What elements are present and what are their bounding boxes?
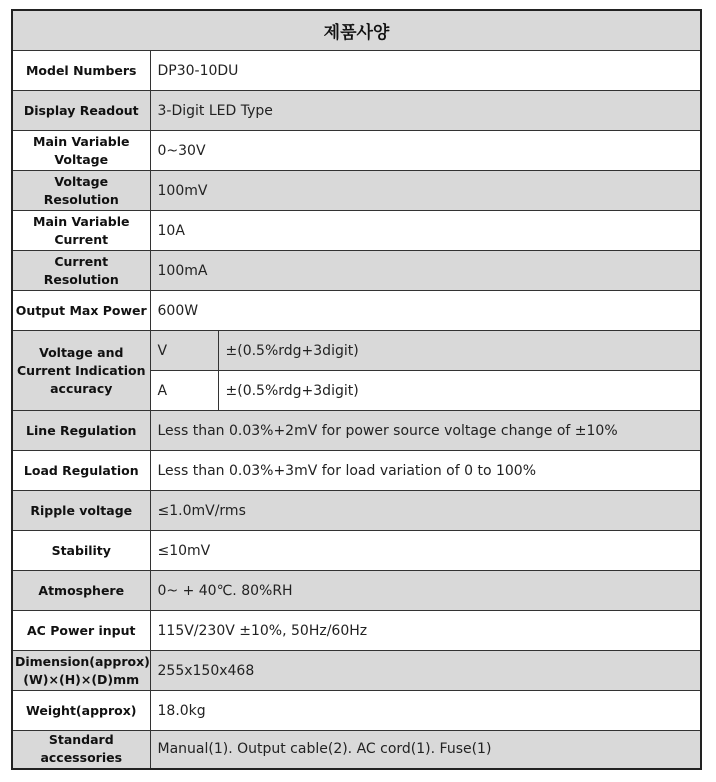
row-label: Voltage and Current Indication accuracy <box>12 331 150 411</box>
spec-table <box>11 9 702 770</box>
row-value: 0~30V <box>150 131 701 171</box>
row-value: 100mA <box>150 251 701 291</box>
row-value: 0~ + 40℃. 80%RH <box>150 571 701 611</box>
row-label: Atmosphere <box>12 571 150 611</box>
row-value: 10A <box>150 211 701 251</box>
row-label: Main Variable Voltage <box>12 131 150 171</box>
row-label: AC Power input <box>12 611 150 651</box>
row-label: Voltage Resolution <box>12 171 150 211</box>
table-title: 제품사양 <box>12 10 701 51</box>
row-value: Less than 0.03%+3mV for load variation of 0 to 100% <box>150 451 701 491</box>
sub-value: ±(0.5%rdg+3digit) <box>218 331 701 371</box>
row-label: Output Max Power <box>12 291 150 331</box>
row-value: Manual(1). Output cable(2). AC cord(1). Fuse(1) <box>150 731 701 769</box>
row-label: Standard accessories <box>12 731 150 769</box>
row-label: Line Regulation <box>12 411 150 451</box>
spec-table-container <box>11 9 702 770</box>
row-value: 100mV <box>150 171 701 211</box>
row-label: Stability <box>12 531 150 571</box>
row-label: Current Resolution <box>12 251 150 291</box>
row-value: ≤10mV <box>150 531 701 571</box>
row-value: 18.0kg <box>150 691 701 731</box>
row-label: Dimension(approx) (W)×(H)×(D)mm <box>12 651 150 691</box>
row-value: 3-Digit LED Type <box>150 91 701 131</box>
row-value: ≤1.0mV/rms <box>150 491 701 531</box>
sub-value: ±(0.5%rdg+3digit) <box>218 371 701 411</box>
row-value: DP30-10DU <box>150 51 701 91</box>
row-value: 255x150x468 <box>150 651 701 691</box>
sub-key: A <box>150 371 218 411</box>
row-value: Less than 0.03%+2mV for power source voltage change of ±10% <box>150 411 701 451</box>
row-label: Main Variable Current <box>12 211 150 251</box>
row-label: Load Regulation <box>12 451 150 491</box>
row-label: Display Readout <box>12 91 150 131</box>
row-value: 115V/230V ±10%, 50Hz/60Hz <box>150 611 701 651</box>
row-label: Ripple voltage <box>12 491 150 531</box>
row-value: 600W <box>150 291 701 331</box>
row-label: Model Numbers <box>12 51 150 91</box>
sub-key: V <box>150 331 218 371</box>
row-label: Weight(approx) <box>12 691 150 731</box>
